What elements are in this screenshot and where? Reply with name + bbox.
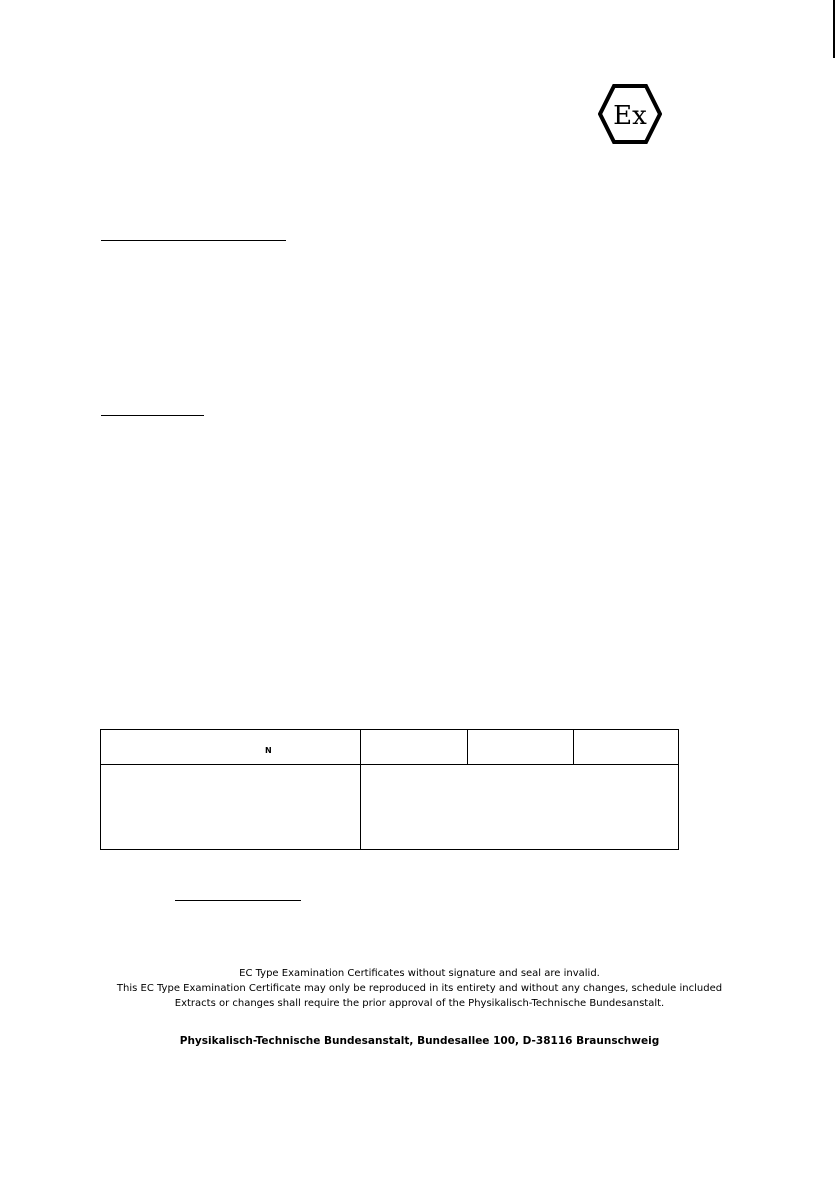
footer-line-validity: EC Type Examination Certificates without signature and seal are invalid. bbox=[239, 968, 600, 979]
table-divider bbox=[573, 730, 574, 764]
footer-address: Physikalisch-Technische Bundesanstalt, Bundesallee 100, D-38116 Braunschweig bbox=[179, 1035, 660, 1047]
table-row-divider bbox=[101, 764, 678, 765]
footer-line-reproduction: This EC Type Examination Certificate may only be reproduced in its entirety and without any changes, schedule included bbox=[116, 983, 723, 994]
underline-rule-1 bbox=[101, 240, 286, 241]
table-divider bbox=[360, 730, 361, 849]
table-divider bbox=[467, 730, 468, 764]
underline-rule-2 bbox=[101, 415, 204, 416]
footer-line-approval: Extracts or changes shall require the prior approval of the Physikalisch-Technische Bundesanstalt. bbox=[174, 998, 665, 1009]
certificate-table bbox=[100, 729, 679, 850]
table-header-mark: N bbox=[265, 746, 272, 755]
edge-line bbox=[833, 0, 835, 58]
ex-hexagon-icon bbox=[598, 84, 662, 144]
svg-text:Ex: Ex bbox=[613, 101, 647, 131]
underline-rule-3 bbox=[175, 900, 301, 901]
footer-notice bbox=[60, 966, 779, 1011]
